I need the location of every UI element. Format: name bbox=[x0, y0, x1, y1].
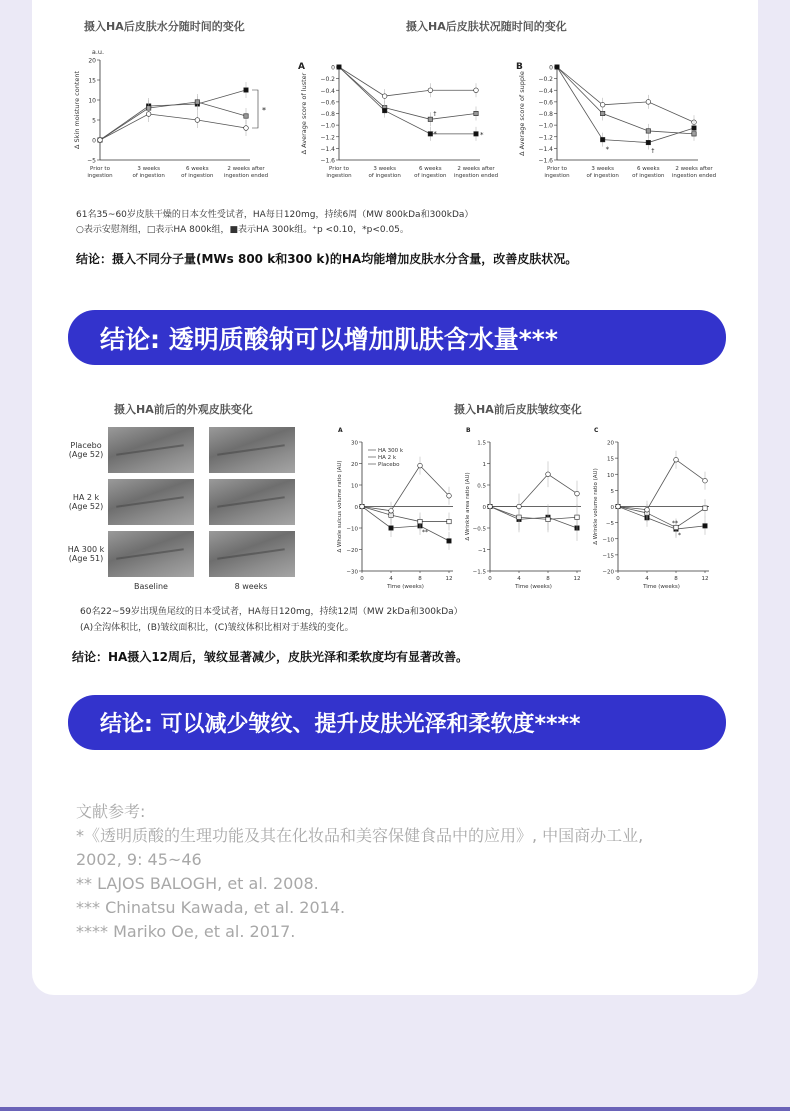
y-tick-label: 0 bbox=[549, 64, 553, 72]
caption-appearance: 摄入HA前后的外观皮肤变化 bbox=[114, 403, 253, 416]
y-tick-label: −15 bbox=[602, 553, 614, 560]
study-note-4: (A)全沟体积比，(B)皱纹面积比，(C)皱纹体积比相对于基线的变化。 bbox=[80, 623, 354, 633]
data-point bbox=[575, 515, 579, 519]
x-tick-label: 6 weeks bbox=[419, 166, 442, 172]
study-note-1: 61名35~60岁皮肤干燥的日本女性受试者，HA每日120mg，持续6周（MW 800kDa和300kDa） bbox=[76, 210, 474, 220]
photo-placebo-baseline bbox=[108, 427, 194, 473]
data-point bbox=[703, 478, 708, 483]
moisture-chart bbox=[70, 40, 280, 190]
data-point bbox=[645, 507, 650, 512]
x-tick-label: 3 weeks bbox=[591, 166, 614, 172]
y-axis-title: Δ Skin moisture content bbox=[73, 70, 81, 150]
data-point bbox=[389, 526, 393, 530]
y-tick-label: 10 bbox=[607, 472, 614, 479]
y-tick-label: −0.2 bbox=[538, 76, 553, 84]
x-axis-title: Time (weeks) bbox=[387, 584, 424, 590]
reference-item: *** Chinatsu Kawada, et al. 2014. bbox=[76, 898, 346, 917]
y-tick-label: 5 bbox=[92, 117, 96, 125]
y-tick-label: 30 bbox=[351, 440, 358, 447]
y-tick-label: 20 bbox=[607, 440, 614, 447]
series-line bbox=[618, 460, 705, 510]
data-point bbox=[546, 472, 551, 477]
data-point bbox=[244, 88, 248, 92]
references-title: 文献参考: bbox=[76, 802, 146, 821]
data-point bbox=[195, 100, 199, 104]
y-tick-label: 1 bbox=[482, 462, 486, 468]
data-point bbox=[646, 100, 651, 105]
x-tick-label: 0 bbox=[488, 576, 492, 582]
study-note-2: ○表示安慰剂组，□表示HA 800k组，■表示HA 300k组。⁺p <0.10，*p<0.05。 bbox=[76, 225, 409, 235]
luster-chart bbox=[292, 55, 514, 190]
data-point bbox=[382, 108, 386, 112]
y-tick-label: −1.2 bbox=[320, 134, 335, 142]
x-tick-label: 2 weeks after bbox=[227, 166, 265, 172]
x-tick-label: ingestion ended bbox=[671, 173, 717, 179]
y-tick-label: −0.2 bbox=[320, 76, 335, 84]
data-point bbox=[692, 126, 696, 130]
data-point bbox=[428, 132, 432, 136]
x-tick-label: ingestion bbox=[544, 173, 570, 179]
y-tick-label: −20 bbox=[602, 569, 614, 576]
y-tick-label: −1.6 bbox=[320, 157, 335, 165]
x-tick-label: Prior to bbox=[329, 166, 349, 172]
photo-row-label-ha300k: HA 300 k (Age 51) bbox=[67, 545, 105, 563]
data-point bbox=[703, 524, 707, 528]
data-point bbox=[600, 137, 604, 141]
photo-ha2k-8weeks bbox=[209, 479, 295, 525]
data-point bbox=[474, 132, 478, 136]
x-tick-label: 8 bbox=[546, 576, 550, 582]
y-tick-label: 0 bbox=[331, 64, 335, 72]
y-tick-label: −0.6 bbox=[320, 99, 335, 107]
data-point bbox=[428, 88, 433, 93]
y-tick-label: −0.4 bbox=[320, 87, 335, 95]
data-point bbox=[600, 111, 604, 115]
series-line bbox=[557, 67, 694, 143]
panel-label: A bbox=[338, 427, 343, 434]
data-point bbox=[418, 519, 422, 523]
data-point bbox=[616, 504, 621, 509]
significance-mark: * bbox=[262, 106, 266, 115]
panel-label: C bbox=[594, 427, 599, 434]
series-line bbox=[490, 507, 577, 529]
x-tick-label: 6 weeks bbox=[637, 166, 660, 172]
x-tick-label: of ingestion bbox=[632, 173, 665, 179]
annotation-mark: * bbox=[480, 130, 484, 139]
data-point bbox=[382, 94, 387, 99]
x-tick-label: Prior to bbox=[90, 166, 110, 172]
annotation-mark: ** bbox=[422, 528, 428, 536]
series-line bbox=[339, 67, 476, 96]
y-tick-label: 0.5 bbox=[477, 483, 486, 490]
x-tick-label: 12 bbox=[445, 576, 453, 582]
data-point bbox=[474, 88, 479, 93]
annotation-mark: * bbox=[433, 129, 437, 138]
x-tick-label: 4 bbox=[517, 576, 521, 582]
data-point bbox=[146, 112, 151, 117]
y-axis-title: Δ Whole sulcus volume ratio (AU) bbox=[337, 460, 343, 553]
data-point bbox=[674, 457, 679, 462]
data-point bbox=[703, 506, 707, 510]
x-tick-label: Prior to bbox=[547, 166, 567, 172]
y-tick-label: −5 bbox=[87, 157, 96, 165]
y-tick-label: −1 bbox=[477, 548, 486, 554]
y-tick-label: −1.5 bbox=[472, 569, 486, 576]
x-tick-label: 0 bbox=[616, 576, 620, 582]
series-line bbox=[490, 507, 577, 520]
data-point bbox=[337, 65, 341, 69]
data-point bbox=[360, 504, 365, 509]
y-tick-label: −0.5 bbox=[472, 526, 486, 533]
x-tick-label: 3 weeks bbox=[373, 166, 396, 172]
data-point bbox=[428, 117, 432, 121]
y-tick-label: 5 bbox=[610, 488, 614, 495]
x-tick-label: ingestion bbox=[326, 173, 352, 179]
data-point bbox=[600, 102, 605, 107]
series-line bbox=[557, 67, 694, 122]
data-point bbox=[575, 491, 580, 496]
banner-1-text: 结论: 透明质酸钠可以增加肌肤含水量*** bbox=[100, 324, 558, 354]
y-tick-label: −0.8 bbox=[320, 111, 335, 118]
series-line bbox=[100, 114, 246, 140]
y-tick-label: −0.8 bbox=[538, 111, 553, 118]
photo-col-label-baseline: Baseline bbox=[134, 582, 168, 591]
bottom-divider bbox=[0, 1107, 790, 1111]
data-point bbox=[555, 65, 559, 69]
x-axis-title: Time (weeks) bbox=[515, 584, 552, 590]
series-line bbox=[618, 507, 705, 528]
y-axis-title: Δ Wrinkle volume ratio (AU) bbox=[593, 468, 599, 545]
series-line bbox=[100, 90, 246, 140]
y-axis-unit: a.u. bbox=[91, 48, 105, 56]
x-tick-label: 4 bbox=[389, 576, 393, 582]
photo-row-label-placebo: Placebo (Age 52) bbox=[68, 441, 104, 459]
legend-label: HA 300 k bbox=[378, 448, 404, 454]
caption-moisture-chart: 摄入HA后皮肤水分随时间的变化 bbox=[84, 20, 245, 33]
x-tick-label: 6 weeks bbox=[186, 166, 209, 172]
wrinkle-volume-chart bbox=[588, 424, 720, 594]
y-tick-label: −1.0 bbox=[320, 122, 335, 130]
legend-label: Placebo bbox=[378, 462, 400, 468]
x-tick-label: 12 bbox=[573, 576, 581, 582]
reference-item: ** LAJOS BALOGH, et al. 2008. bbox=[76, 874, 319, 893]
annotation-mark: ** bbox=[672, 520, 678, 528]
y-tick-label: 0 bbox=[482, 505, 486, 511]
y-tick-label: −0.4 bbox=[538, 87, 553, 95]
y-tick-label: −0.6 bbox=[538, 99, 553, 107]
y-tick-label: 10 bbox=[351, 483, 358, 490]
reference-item: 2002, 9: 45~46 bbox=[76, 850, 202, 869]
annotation-mark: † bbox=[433, 110, 437, 118]
x-tick-label: of ingestion bbox=[586, 173, 619, 179]
annotation-mark: † bbox=[651, 147, 655, 155]
x-tick-label: of ingestion bbox=[368, 173, 401, 179]
study-note-3: 60名22~59岁出现鱼尾纹的日本受试者，HA每日120mg，持续12周（MW 2kDa和300kDa） bbox=[80, 607, 463, 617]
conclusion-banner-1 bbox=[68, 310, 726, 365]
references bbox=[76, 800, 643, 944]
y-tick-label: −10 bbox=[602, 537, 614, 544]
y-tick-label: 20 bbox=[88, 57, 96, 65]
conclusion-2: 结论：HA摄入12周后，皱纹显著减少，皮肤光泽和柔软度均有显著改善。 bbox=[72, 650, 469, 664]
y-axis-title: Δ Wrinkle area ratio (AU) bbox=[465, 472, 471, 541]
y-tick-label: 20 bbox=[351, 462, 358, 468]
reference-item: *《透明质酸的生理功能及其在化妆品和美容保健食品中的应用》, 中国商办工业, bbox=[76, 826, 644, 845]
y-tick-label: −5 bbox=[605, 521, 614, 528]
panel-label: A bbox=[298, 62, 305, 72]
annotation-mark: * bbox=[678, 532, 681, 540]
y-tick-label: 0 bbox=[354, 505, 358, 511]
x-tick-label: 2 weeks after bbox=[457, 166, 495, 172]
photo-ha300k-8weeks bbox=[209, 531, 295, 577]
y-tick-label: −1.0 bbox=[538, 122, 553, 130]
series-line bbox=[339, 67, 476, 134]
series-line bbox=[362, 507, 449, 541]
x-tick-label: 2 weeks after bbox=[675, 166, 713, 172]
y-tick-label: −20 bbox=[346, 548, 358, 554]
data-point bbox=[474, 111, 478, 115]
data-point bbox=[418, 463, 423, 468]
x-tick-label: 4 bbox=[645, 576, 649, 582]
series-line bbox=[618, 507, 705, 530]
legend-label: HA 2 k bbox=[378, 455, 397, 461]
data-point bbox=[646, 129, 650, 133]
y-tick-label: −30 bbox=[346, 569, 358, 576]
x-tick-label: ingestion ended bbox=[453, 173, 499, 179]
data-point bbox=[447, 519, 451, 523]
panel-label: B bbox=[516, 62, 523, 72]
series-line bbox=[490, 474, 577, 506]
x-tick-label: 8 bbox=[674, 576, 678, 582]
conclusion-1: 结论：摄入不同分子量(MWs 800 k和300 k)的HA均能增加皮肤水分含量，改善皮肤状况。 bbox=[76, 252, 578, 266]
photo-ha300k-baseline bbox=[108, 531, 194, 577]
data-point bbox=[517, 504, 522, 509]
data-point bbox=[546, 517, 550, 521]
x-tick-label: 0 bbox=[360, 576, 364, 582]
data-point bbox=[244, 126, 249, 131]
data-point bbox=[98, 138, 103, 143]
y-tick-label: 15 bbox=[88, 77, 96, 85]
wrinkle-area-chart bbox=[460, 424, 588, 594]
y-tick-label: −1.2 bbox=[538, 134, 553, 142]
data-point bbox=[195, 118, 200, 123]
panel-label: B bbox=[466, 427, 471, 434]
y-axis-title: Δ Average score of supple bbox=[518, 71, 526, 156]
x-tick-label: ingestion bbox=[87, 173, 113, 179]
data-point bbox=[488, 504, 493, 509]
series-line bbox=[362, 466, 449, 511]
x-tick-label: of ingestion bbox=[181, 173, 214, 179]
y-tick-label: −10 bbox=[346, 526, 358, 533]
y-tick-label: 0 bbox=[610, 505, 614, 511]
x-tick-label: ingestion ended bbox=[223, 173, 269, 179]
x-tick-label: 8 bbox=[418, 576, 422, 582]
x-tick-label: 12 bbox=[701, 576, 709, 582]
banner-2-text: 结论: 可以减少皱纹、提升皮肤光泽和柔软度**** bbox=[100, 712, 581, 737]
data-point bbox=[447, 539, 451, 543]
sulcus-volume-chart bbox=[332, 424, 460, 594]
data-point bbox=[244, 114, 248, 118]
annotation-mark: * bbox=[605, 145, 610, 154]
y-tick-label: −1.4 bbox=[320, 145, 335, 153]
x-tick-label: 3 weeks bbox=[137, 166, 160, 172]
caption-wrinkle-chart: 摄入HA前后皮肤皱纹变化 bbox=[454, 403, 582, 416]
y-tick-label: 0 bbox=[92, 137, 96, 145]
series-line bbox=[100, 102, 246, 140]
y-tick-label: −1.6 bbox=[538, 157, 553, 165]
data-point bbox=[447, 493, 452, 498]
x-tick-label: of ingestion bbox=[132, 173, 165, 179]
caption-condition-chart: 摄入HA后皮肤状况随时间的变化 bbox=[406, 20, 567, 33]
photo-ha2k-baseline bbox=[108, 479, 194, 525]
reference-item: **** Mariko Oe, et al. 2017. bbox=[76, 922, 296, 941]
x-tick-label: of ingestion bbox=[414, 173, 447, 179]
y-axis-title: Δ Average score of luster bbox=[300, 72, 308, 155]
y-tick-label: 10 bbox=[88, 97, 96, 105]
data-point bbox=[646, 140, 650, 144]
supple-chart bbox=[512, 55, 734, 190]
photo-placebo-8weeks bbox=[209, 427, 295, 473]
significance-bracket bbox=[252, 90, 258, 128]
y-tick-label: 15 bbox=[607, 456, 614, 463]
photo-row-label-ha2k: HA 2 k (Age 52) bbox=[68, 493, 104, 511]
y-tick-label: −1.4 bbox=[538, 145, 553, 153]
x-axis-title: Time (weeks) bbox=[643, 584, 680, 590]
conclusion-banner-2 bbox=[68, 695, 726, 750]
photo-col-label-8weeks: 8 weeks bbox=[234, 582, 268, 591]
data-point bbox=[389, 509, 394, 514]
y-tick-label: 1.5 bbox=[477, 440, 486, 447]
